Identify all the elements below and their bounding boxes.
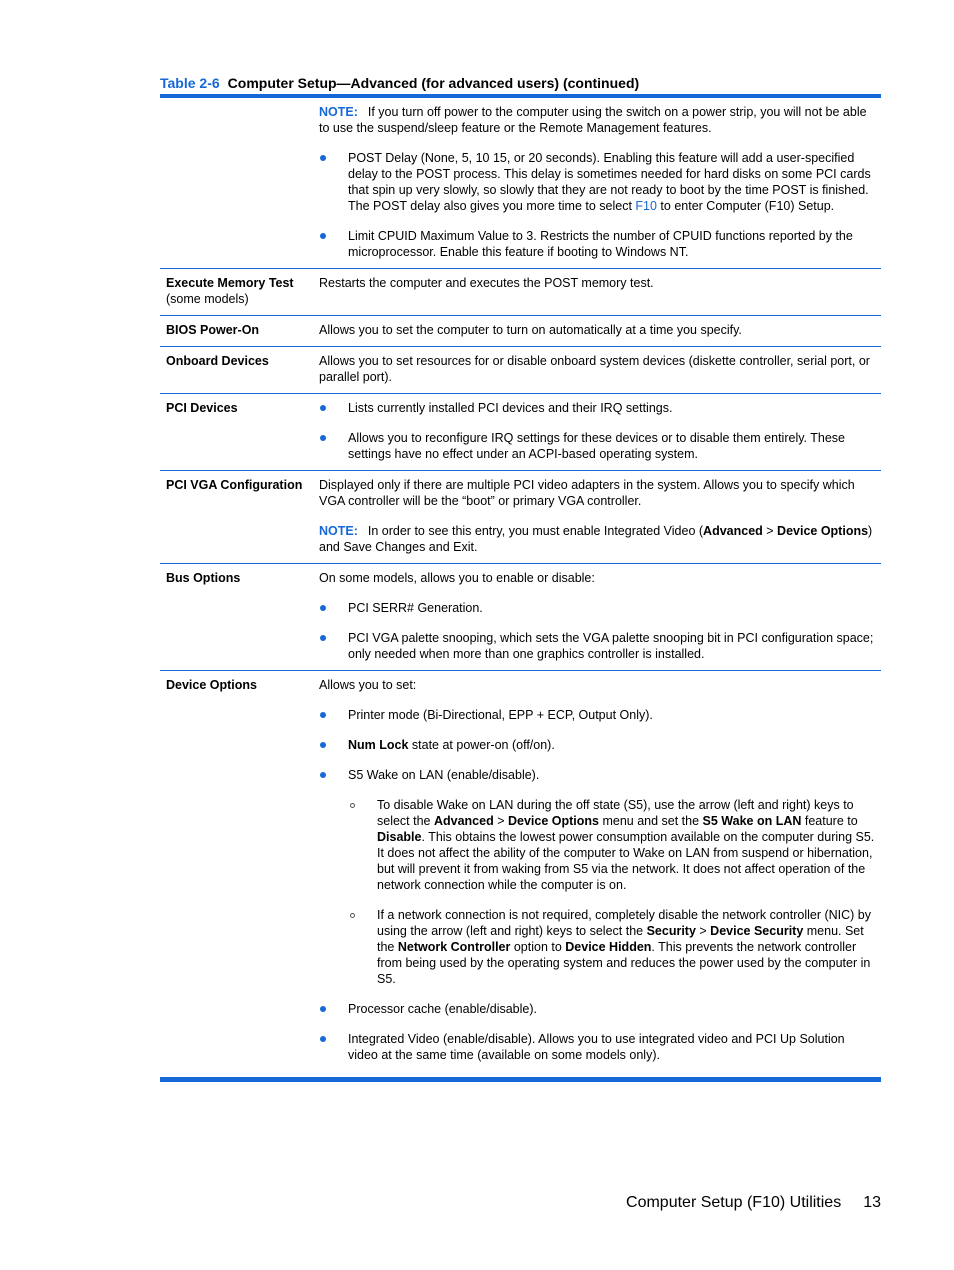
bullet-list	[319, 400, 875, 462]
note: NOTE: In order to see this entry, you must enable Integrated Video (Advanced > Device Options) and Save Changes and Exit.	[319, 524, 873, 554]
setting-name-cell	[160, 98, 311, 268]
setting-name: BIOS Power-On	[166, 323, 260, 337]
page-footer	[626, 1193, 881, 1213]
setting-name: PCI Devices	[166, 401, 238, 415]
description: Allows you to set resources for or disable onboard system devices (diskette controller, serial port, or parallel port).	[319, 354, 870, 384]
setting-name-cell	[160, 671, 311, 1071]
list-item: PCI VGA palette snooping, which sets the VGA palette snooping bit in PCI configuration space; only needed when more than one graphics controller is installed.	[319, 630, 875, 662]
sub-list-item: If a network connection is not required, completely disable the network controller (NIC) by using the arrow (left and right) keys to select the Security > Device Security menu. Set the Network Controller option to Device Hidden. This prevents the network controller from being used by the operating system and reduces the power used by the computer in S5.	[348, 907, 875, 987]
list-item: Processor cache (enable/disable).	[319, 1001, 875, 1017]
setting-name: PCI VGA Configuration	[166, 478, 303, 492]
table-row	[160, 347, 881, 394]
setting-name: Bus Options	[166, 571, 241, 585]
bullet-list	[319, 150, 875, 260]
footer-section-title: Computer Setup (F10) Utilities	[626, 1194, 842, 1211]
description: Allows you to set:	[319, 678, 417, 692]
table-bottom-rule	[160, 1077, 881, 1082]
description: Allows you to set the computer to turn on automatically at a time you specify.	[319, 323, 742, 337]
description: Displayed only if there are multiple PCI video adapters in the system. Allows you to specify which VGA controller will be the “boot” or primary VGA controller.	[319, 478, 855, 508]
setting-qualifier: (some models)	[166, 292, 249, 306]
bullet-list	[319, 707, 875, 1063]
setting-name-cell	[160, 394, 311, 470]
settings-table	[160, 98, 881, 1071]
description: On some models, allows you to enable or disable:	[319, 571, 595, 585]
list-item: S5 Wake on LAN (enable/disable). To disable Wake on LAN during the off state (S5), use the arrow (left and right) keys to select the Advanced > Device Options menu and set the S5 Wake on LAN feature to Disable. This obtains the lowest power consumption available on the computer during S5. It does not affect the ability of the computer to Wake on LAN from suspend or hibernation, but will prevent it from waking from S5 via the network. It does not affect operation of the network connection while the computer is on. If a network connection is not required, completely disable the network controller (NIC) by using the arrow (left and right) keys to select the Security > Device Security menu. Set the Network Controller option to Device Hidden. This prevents the network controller from being used by the operating system and reduces the power used by the computer in S5.	[319, 767, 875, 987]
sub-list-item: To disable Wake on LAN during the off state (S5), use the arrow (left and right) keys to select the Advanced > Device Options menu and set the S5 Wake on LAN feature to Disable. This obtains the lowest power consumption available on the computer during S5. It does not affect the ability of the computer to Wake on LAN from suspend or hibernation, but will prevent it from waking from S5 via the network. It does not affect operation of the network connection while the computer is on.	[348, 797, 875, 893]
table-row	[160, 471, 881, 564]
bullet-list	[319, 600, 875, 662]
setting-description-cell	[311, 671, 881, 1071]
setting-name-cell	[160, 564, 311, 670]
setting-description-cell	[311, 98, 881, 268]
setting-description-cell	[311, 564, 881, 670]
sub-list	[348, 797, 875, 987]
table-title: Computer Setup—Advanced (for advanced users) (continued)	[227, 75, 640, 91]
table-number: Table 2-6	[160, 75, 220, 91]
setting-description-cell	[311, 347, 881, 393]
list-item: Printer mode (Bi-Directional, EPP + ECP, Output Only).	[319, 707, 875, 723]
table-row	[160, 316, 881, 347]
note: NOTE: If you turn off power to the computer using the switch on a power strip, you will not be able to use the suspend/sleep feature or the Remote Management features.	[319, 105, 867, 135]
page-number: 13	[863, 1194, 881, 1211]
setting-description-cell	[311, 316, 881, 346]
table-row	[160, 98, 881, 269]
note-label: NOTE:	[319, 105, 358, 119]
setting-name-cell	[160, 347, 311, 393]
table-row	[160, 671, 881, 1071]
setting-name: Execute Memory Test	[166, 276, 294, 290]
setting-name: Device Options	[166, 678, 257, 692]
list-item: PCI SERR# Generation.	[319, 600, 875, 616]
setting-name-cell	[160, 316, 311, 346]
setting-description-cell	[311, 394, 881, 470]
f10-link[interactable]: F10	[635, 199, 657, 213]
table-caption	[160, 74, 881, 92]
table-row	[160, 269, 881, 316]
list-item: Integrated Video (enable/disable). Allows you to use integrated video and PCI Up Solution video at the same time (available on some models only).	[319, 1031, 875, 1063]
list-item: Limit CPUID Maximum Value to 3. Restricts the number of CPUID functions reported by the microprocessor. Enable this feature if booting to Windows NT.	[319, 228, 875, 260]
setting-name-cell	[160, 471, 311, 563]
description: Restarts the computer and executes the POST memory test.	[319, 276, 654, 290]
list-item: Num Lock state at power-on (off/on).	[319, 737, 875, 753]
list-item: Lists currently installed PCI devices and their IRQ settings.	[319, 400, 875, 416]
setting-description-cell	[311, 269, 881, 315]
list-item: Allows you to reconfigure IRQ settings for these devices or to disable them entirely. These settings have no effect under an ACPI-based operating system.	[319, 430, 875, 462]
note-label: NOTE:	[319, 524, 358, 538]
list-item: POST Delay (None, 5, 10 15, or 20 seconds). Enabling this feature will add a user-specified delay to the POST process. This delay is sometimes needed for hard disks on some PCI cards that spin up very slowly, so slowly that they are not ready to boot by the time POST is finished. The POST delay also gives you more time to select F10 to enter Computer (F10) Setup.	[319, 150, 875, 214]
setting-name: Onboard Devices	[166, 354, 269, 368]
setting-name-cell	[160, 269, 311, 315]
setting-description-cell	[311, 471, 881, 563]
table-row	[160, 564, 881, 671]
table-row	[160, 394, 881, 471]
